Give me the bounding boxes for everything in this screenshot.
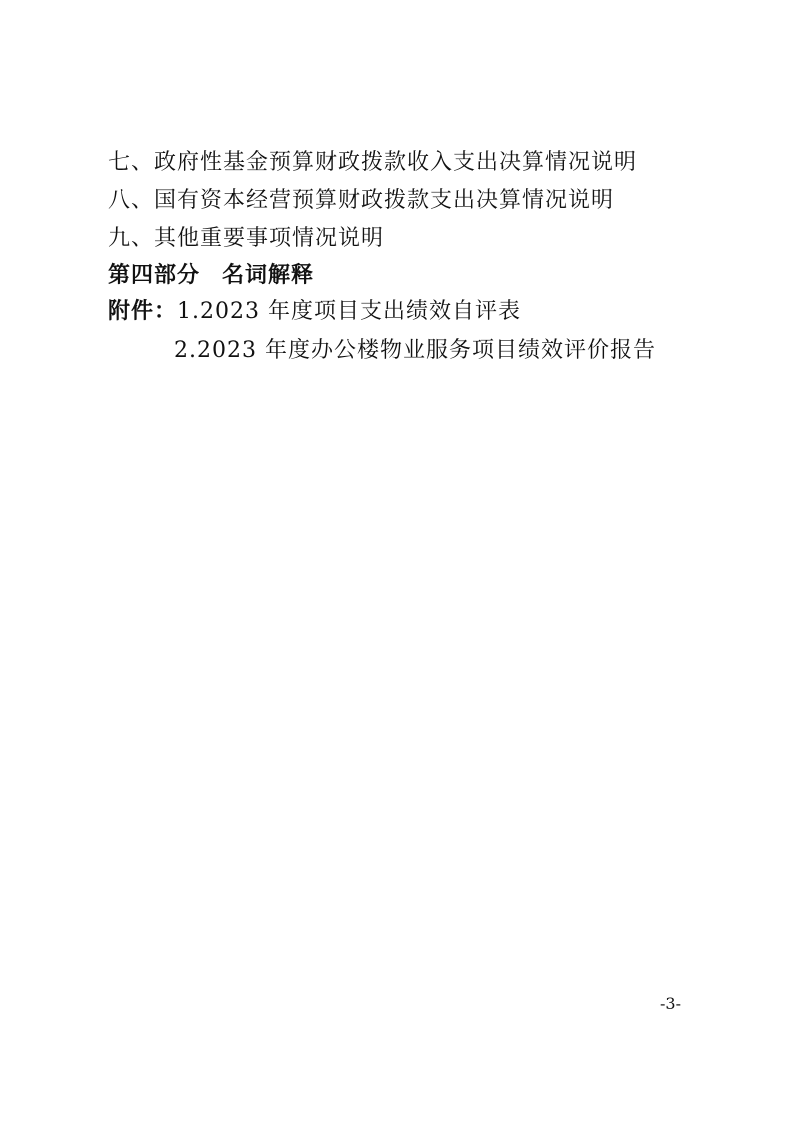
attachment-line-1: [108, 297, 521, 327]
attachment-1: 1.2023 年度项目支出绩效自评表: [177, 299, 521, 324]
toc-item-7: 七、政府性基金预算财政拨款收入支出决算情况说明: [108, 150, 638, 175]
part-4-label: 第四部分: [108, 263, 201, 288]
part-4-heading: [108, 261, 314, 291]
toc-item-8: 八、国有资本经营预算财政拨款支出决算情况说明: [108, 188, 615, 213]
attachment-2: 2.2023 年度办公楼物业服务项目绩效评价报告: [174, 338, 656, 363]
toc-item-9: 九、其他重要事项情况说明: [108, 226, 385, 251]
attachments-label: 附件：: [108, 299, 178, 324]
page-number: -3-: [660, 994, 681, 1013]
part-4-name: 名词解释: [222, 263, 315, 288]
